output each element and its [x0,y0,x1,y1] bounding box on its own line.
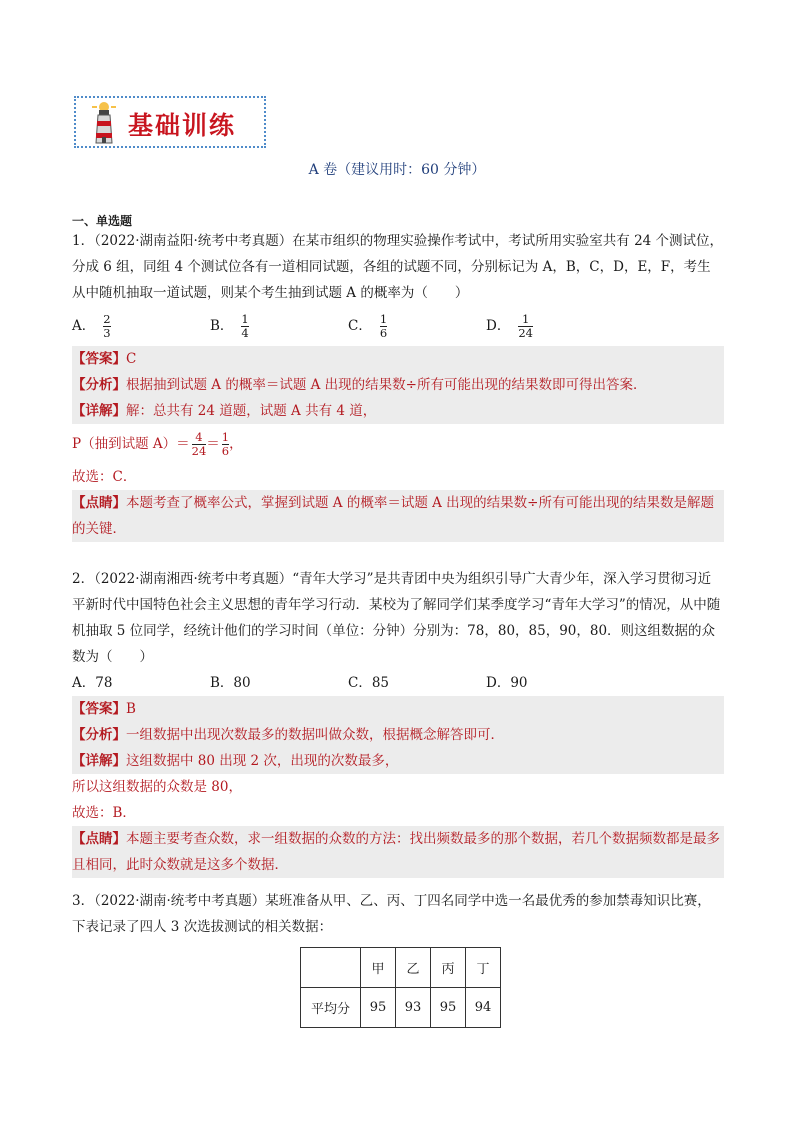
option-c: C．85 [348,675,390,691]
section-heading: 一、单选题 [72,214,133,228]
table-header-cell: 丙 [431,948,466,988]
score-table [300,947,501,1028]
detail-line: 【详解】解：总共有 24 道题，试题 A 共有 4 道， [72,398,724,424]
formula-line: P（抽到试题 A）＝ $\frac{4}{24}$ ＝ $\frac{1}{6}$ ， [72,429,243,458]
fraction: $\frac{4}{24}$ [191,429,207,458]
options-row [72,306,724,346]
options-row [72,670,724,696]
comment-line: 【点睛】本题考查了概率公式，掌握到试题 A 的概率＝试题 A 出现的结果数÷所有可能出现的结果数是解题的关键． [72,490,724,542]
banner-title: 基础训练 [128,111,237,140]
comment-line: 【点睛】本题主要考查众数，求一组数据的众数的方法：找出频数最多的那个数据，若几个数据频数都是最多且相同，此时众数就是这多个数据． [72,826,724,878]
question-text: 3．（2022·湖南·统考中考真题）某班准备从甲、乙、丙、丁四名同学中选一名最优秀的参加禁毒知识比赛，下表记录了四人 3 次选拔测试的相关数据： [72,893,711,935]
analysis-line: 【分析】一组数据中出现次数最多的数据叫做众数，根据概念解答即可． [72,722,724,748]
table-header-row [301,948,501,988]
option-a: A．78 [72,675,113,691]
option-b: B． $\frac{1}{4}$ [210,311,249,340]
option-a: A． $\frac{2}{3}$ [72,311,111,340]
section-banner [74,96,266,148]
question-1 [72,228,724,542]
answer-line: 【答案】C [72,346,724,372]
question-3 [72,888,724,940]
choose-line: 故选：B． [72,805,136,821]
table-header-cell [301,948,361,988]
table-header-cell: 甲 [361,948,396,988]
question-2 [72,566,724,878]
fraction: $\frac{1}{6}$ [379,311,388,340]
table-cell: 93 [396,988,431,1028]
table-cell: 95 [361,988,396,1028]
option-d: D． $\frac{1}{24}$ [486,311,533,340]
table-header-cell: 乙 [396,948,431,988]
table-row-label: 平均分 [301,988,361,1028]
fraction: $\frac{2}{3}$ [103,311,111,340]
answer-line: 【答案】B [72,696,724,722]
analysis-line: 【分析】根据抽到试题 A 的概率＝试题 A 出现的结果数÷所有可能出现的结果数即可得出答案． [72,372,724,398]
option-d: D．90 [486,675,528,691]
question-text: 1．（2022·湖南益阳·统考中考真题）在某市组织的物理实验操作考试中，考试所用实验室共有 24 个测试位，分成 6 组，同组 4 个测试位各有一道相同试题，各组的试题不同，分别标记为 A，B，C，D，E，F，考生从中随机抽取一道试题，则某个考生抽到试题 A 的概率为（ ） [72,233,724,301]
fraction: $\frac{1}{6}$ [221,429,230,458]
fraction: $\frac{1}{4}$ [241,311,249,340]
page-subtitle: A 卷（建议用时：60 分钟） [308,162,486,178]
fraction: $\frac{1}{24}$ [518,311,533,340]
table-row [301,988,501,1028]
question-text: 2．（2022·湖南湘西·统考中考真题）“青年大学习”是共青团中央为组织引导广大青少年，深入学习贯彻习近平新时代中国特色社会主义思想的青年学习行动．某校为了解同学们某季度学习“青年大学习”的情况，从中随机抽取 5 位同学，经统计他们的学习时间（单位：分钟）分别为：78，80，85，90，80．则这组数据的众数为（ ） [72,571,721,665]
detail-line: 【详解】这组数据中 80 出现 2 次，出现的次数最多， [72,748,724,774]
table-header-cell: 丁 [466,948,501,988]
table-cell: 95 [431,988,466,1028]
choose-line: 故选：C． [72,469,137,485]
table-cell: 94 [466,988,501,1028]
option-c: C． $\frac{1}{6}$ [348,311,388,340]
option-b: B．80 [210,675,251,691]
lighthouse-icon [86,101,122,145]
detail-line-2: 所以这组数据的众数是 80， [72,779,242,795]
